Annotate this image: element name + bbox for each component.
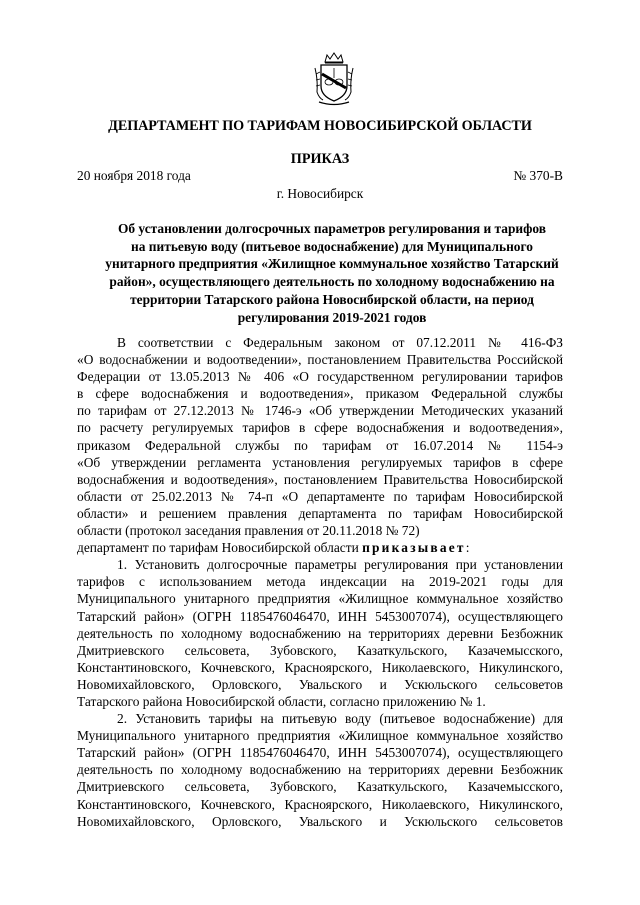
preamble-line: приказом Федеральной службы по тарифам от 16.07.2014 № 1154-э (77, 437, 563, 453)
item2-line: 2. Установить тарифы на питьевую воду (питьевое водоснабжение) для (117, 711, 563, 727)
item1-line: деятельность по холодному водоснабжению на территориях деревни Безбожник (77, 625, 563, 641)
decree-line (77, 539, 563, 556)
preamble-line: области от 25.02.2013 № 74-п «О департаменте по тарифам Новосибирской (77, 488, 563, 504)
document-body (77, 334, 563, 830)
decree-text: департамент по тарифам Новосибирской области (77, 540, 359, 556)
preamble-line: Федерации от 13.05.2013 № 406 «О государственном регулировании тарифов (77, 369, 563, 385)
item2-line: Константиновского, Кочневского, Красноярского, Николаевского, Никулинского, (77, 796, 563, 812)
item1-line: тарифов с использованием метода индексации на 2019-2021 годы для (77, 574, 563, 590)
preamble-line: области (протокол заседания правления от 20.11.2018 № 72) (77, 523, 420, 539)
item1-line: Дмитриевского сельсовета, Зубовского, Казаткульского, Казачемысского, (77, 642, 563, 658)
document-subject (92, 220, 572, 326)
document-number: № 370-В (513, 168, 563, 183)
item1-line: 1. Установить долгосрочные параметры регулирования при установлении (117, 557, 563, 573)
item2-line: Дмитриевского сельсовета, Зубовского, Казаткульского, Казачемысского, (77, 779, 563, 795)
subject-line: территории Татарского района Новосибирской области, на период (130, 291, 534, 307)
decree-colon: : (465, 540, 470, 556)
subject-line: район», осуществляющего деятельность по холодному водоснабжению на (109, 274, 555, 290)
subject-line: унитарного предприятия «Жилищное коммунальное хозяйство Татарский (105, 256, 559, 272)
subject-line: регулирования 2019-2021 годов (237, 309, 427, 325)
department-title: ДЕПАРТАМЕНТ ПО ТАРИФАМ НОВОСИБИРСКОЙ ОБЛАСТИ (108, 118, 532, 134)
preamble-line: по тарифам от 27.12.2013 № 1746-э «Об утверждении Методических указаний (77, 403, 563, 419)
document-date: 20 ноября 2018 года (77, 168, 191, 183)
decree-word: приказывает (362, 540, 466, 556)
item2-line: Муниципального унитарного предприятия «Жилищное коммунальное хозяйство (77, 728, 563, 744)
item1-line: Татарский район» (ОГРН 1185476046470, ИНН 5453007074), осуществляющего (77, 608, 563, 624)
subject-line: на питьевую воду (питьевое водоснабжение) для Муниципального (131, 238, 533, 254)
coat-of-arms-icon (313, 52, 355, 107)
item1-line: Новомихайловского, Орловского, Увальского и Ускюльского сельсоветов (77, 676, 563, 692)
item2-line: Татарский район» (ОГРН 1185476046470, ИНН 5453007074), осуществляющего (77, 745, 563, 761)
subject-line: Об установлении долгосрочных параметров регулирования и тарифов (117, 221, 547, 236)
preamble-line: «Об утверждении регламента установления регулируемых тарифов в сфере (77, 454, 563, 470)
item1-line: Муниципального унитарного предприятия «Жилищное коммунальное хозяйство (77, 591, 563, 607)
preamble-line: по расчету регулируемых тарифов в сфере водоснабжения и водоотведения», (77, 420, 563, 436)
preamble-line: в сфере водоснабжения и водоотведения», приказом Федеральной службы (77, 386, 563, 402)
preamble-line: «О водоснабжении и водоотведении», постановлением Правительства Российской (77, 352, 563, 368)
preamble-line: области» и решением правления департамента по тарифам Новосибирской (77, 505, 563, 521)
document-type-title: ПРИКАЗ (290, 151, 350, 167)
document-city: г. Новосибирск (276, 186, 364, 201)
item2-line: деятельность по холодному водоснабжению на территориях деревни Безбожник (77, 762, 563, 778)
preamble-line: В соответствии с Федеральным законом от 07.12.2011 № 416-ФЗ (117, 335, 563, 350)
preamble-line: водоснабжения и водоотведения», постановлением Правительства Новосибирской (77, 471, 563, 487)
item1-line: Татарского района Новосибирской области, согласно приложению № 1. (77, 693, 486, 709)
item2-line: Новомихайловского, Орловского, Увальского и Ускюльского сельсоветов (77, 813, 563, 829)
item1-line: Константиновского, Кочневского, Красноярского, Николаевского, Никулинского, (77, 659, 563, 675)
